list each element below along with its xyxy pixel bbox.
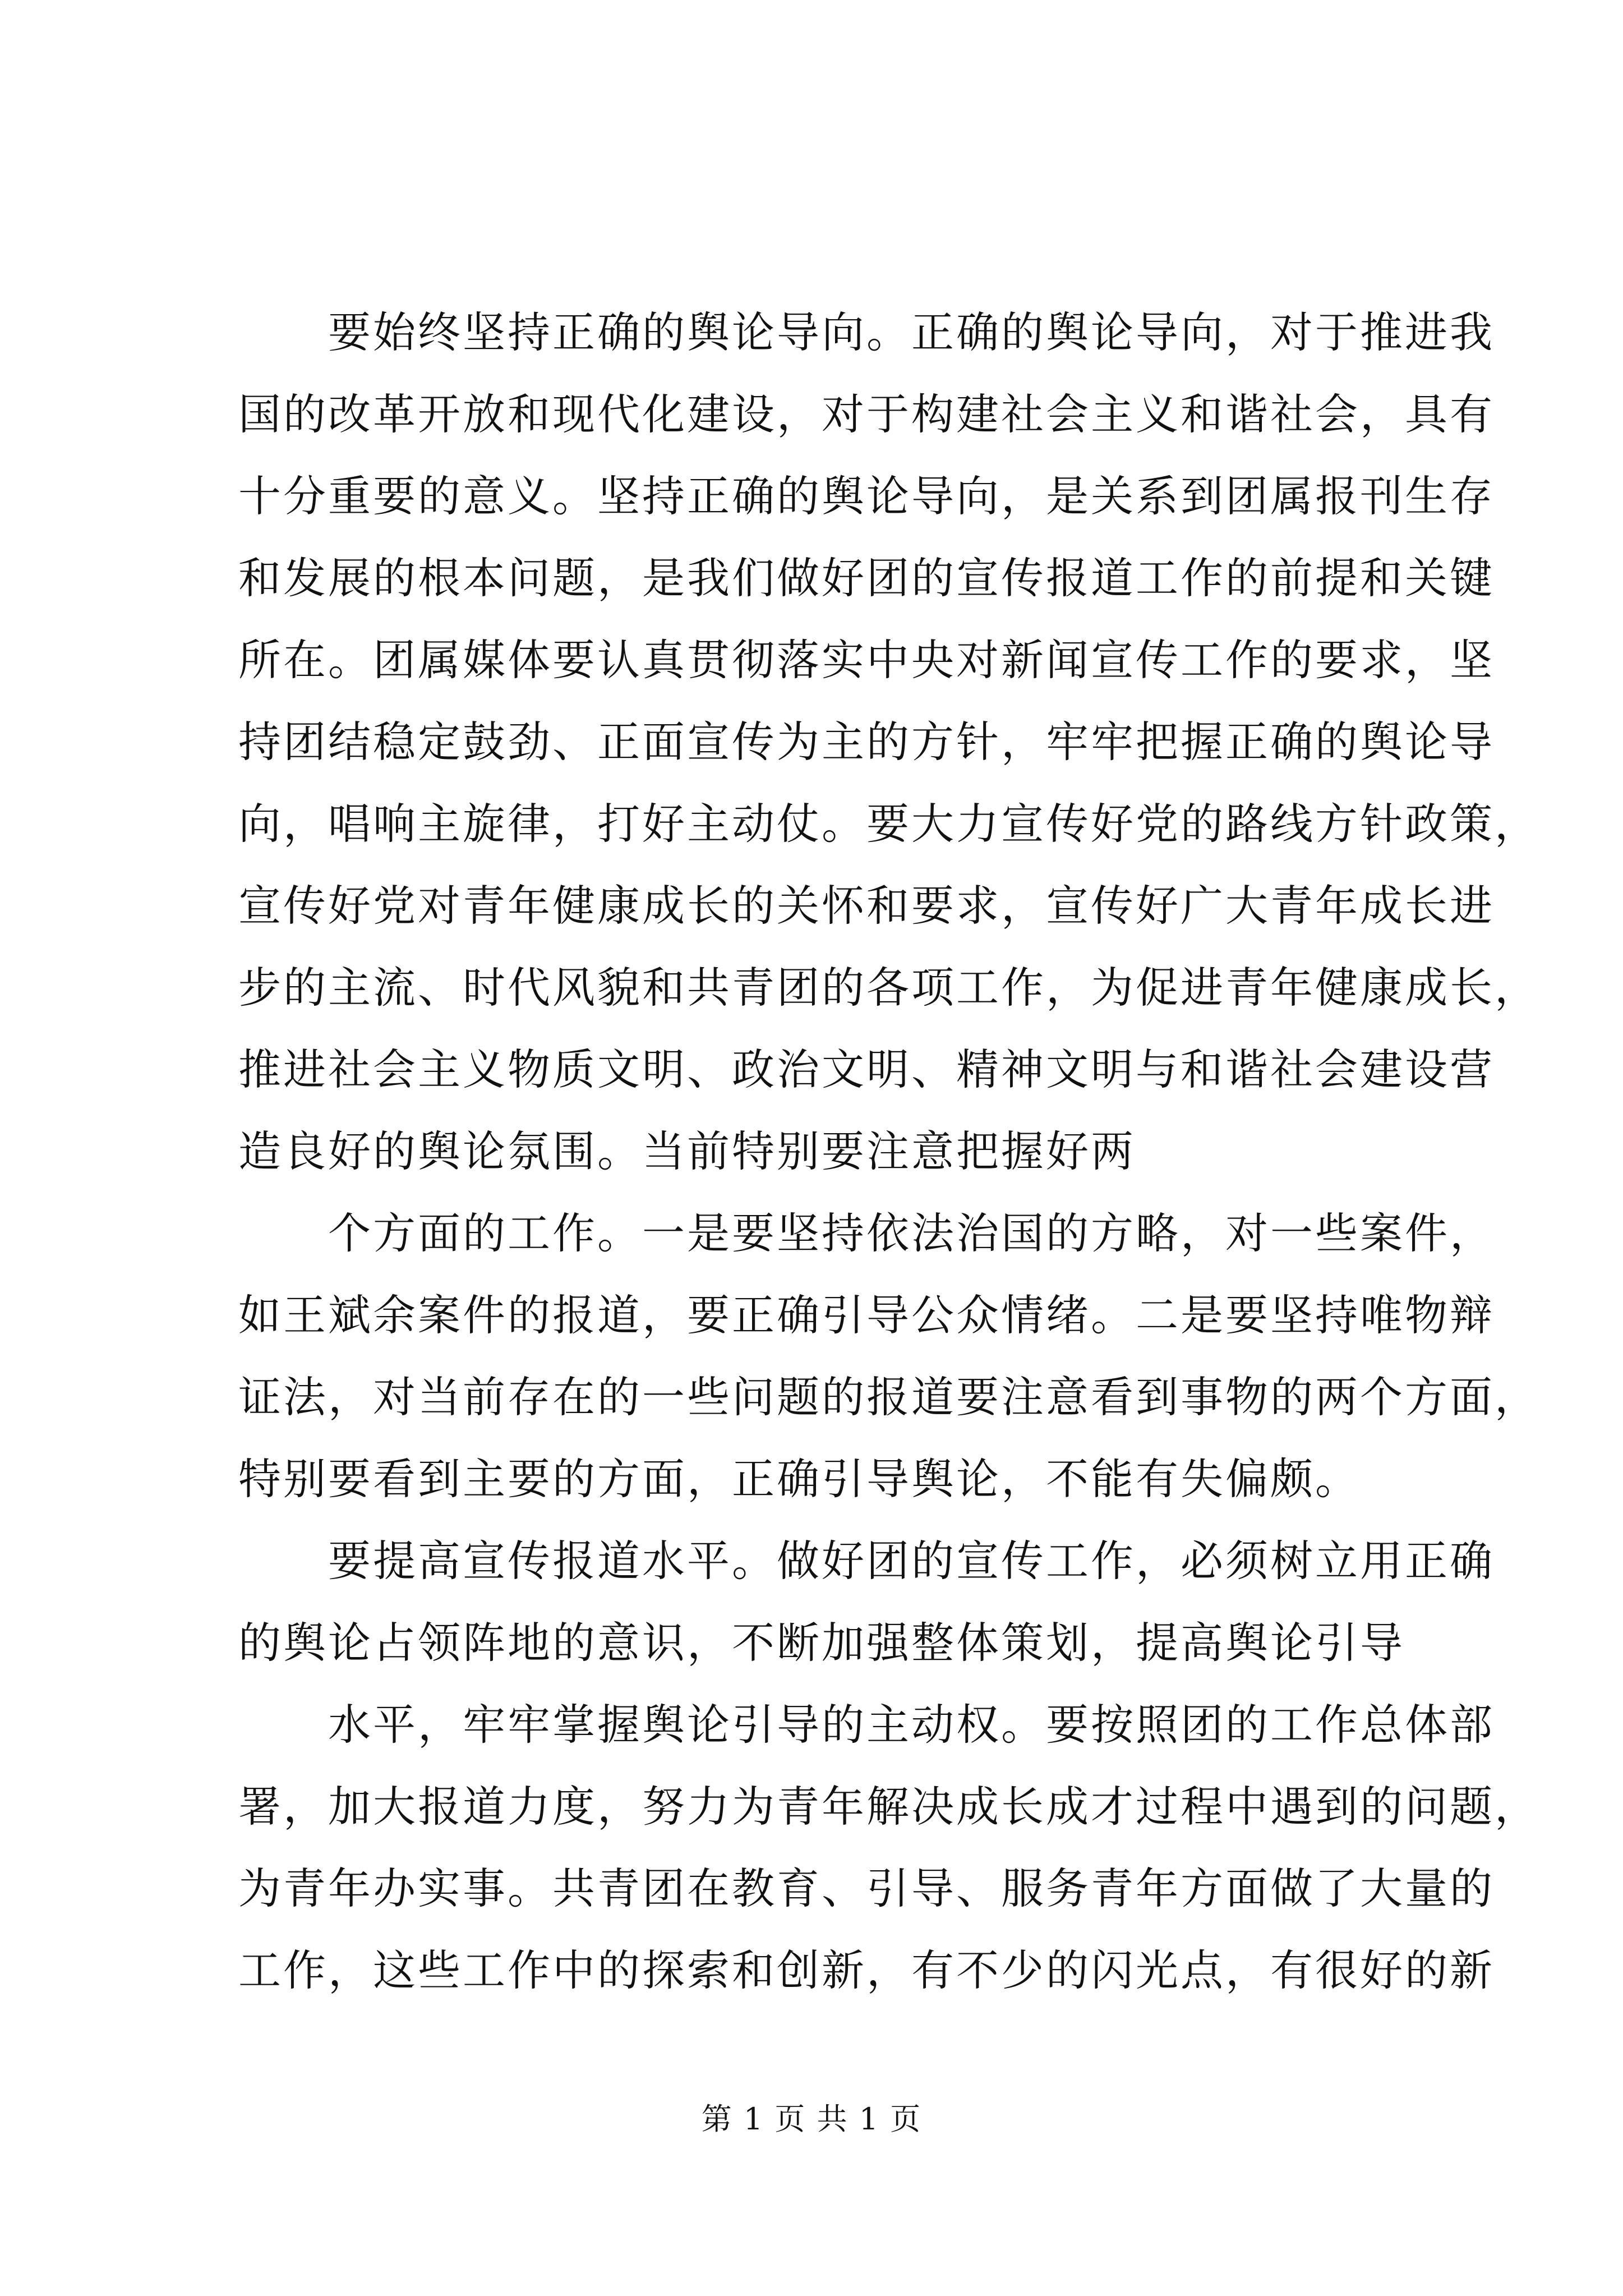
text-line: 向，唱响主旋律，打好主动仗。要大力宣传好党的路线方针政策， [238,799,1539,849]
text-line: 的舆论占领阵地的意识，不断加强整体策划，提高舆论引导 [238,1618,1405,1668]
text-line: 国的改革开放和现代化建设，对于构建社会主义和谐社会，具有 [238,389,1495,439]
text-line: 十分重要的意义。坚持正确的舆论导向，是关系到团属报刊生存 [238,471,1495,521]
page-footer: 第 1 页 共 1 页 [701,2101,922,2137]
text-line: 署，加大报道力度，努力为青年解决成长成才过程中遇到的问题， [238,1782,1539,1832]
text-line: 推进社会主义物质文明、政治文明、精神文明与和谐社会建设营 [238,1045,1495,1094]
text-line: 水平，牢牢掌握舆论引导的主动权。要按照团的工作总体部 [328,1700,1495,1750]
text-line: 步的主流、时代风貌和共青团的各项工作，为促进青年健康成长， [238,963,1539,1013]
document-body [238,292,1539,2012]
text-line: 工作，这些工作中的探索和创新，有不少的闪光点，有很好的新 [238,1945,1495,1995]
text-line: 持团结稳定鼓劲、正面宣传为主的方针，牢牢把握正确的舆论导 [238,717,1495,767]
text-line: 如王斌余案件的报道，要正确引导公众情绪。二是要坚持唯物辩 [238,1290,1495,1340]
text-line: 证法，对当前存在的一些问题的报道要注意看到事物的两个方面， [238,1372,1539,1422]
text-line: 造良好的舆论氛围。当前特别要注意把握好两 [238,1126,1136,1176]
text-line: 和发展的根本问题，是我们做好团的宣传报道工作的前提和关键 [238,553,1495,603]
text-line: 特别要看到主要的方面，正确引导舆论，不能有失偏颇。 [238,1454,1360,1504]
text-line: 宣传好党对青年健康成长的关怀和要求，宣传好广大青年成长进 [238,881,1495,931]
text-line: 要提高宣传报道水平。做好团的宣传工作，必须树立用正确 [328,1536,1495,1586]
text-line: 要始终坚持正确的舆论导向。正确的舆论导向，对于推进我 [328,307,1495,357]
text-line: 个方面的工作。一是要坚持依法治国的方略，对一些案件， [328,1208,1495,1258]
text-line: 为青年办实事。共青团在教育、引导、服务青年方面做了大量的 [238,1864,1495,1913]
text-line: 所在。团属媒体要认真贯彻落实中央对新闻宣传工作的要求，坚 [238,635,1495,685]
